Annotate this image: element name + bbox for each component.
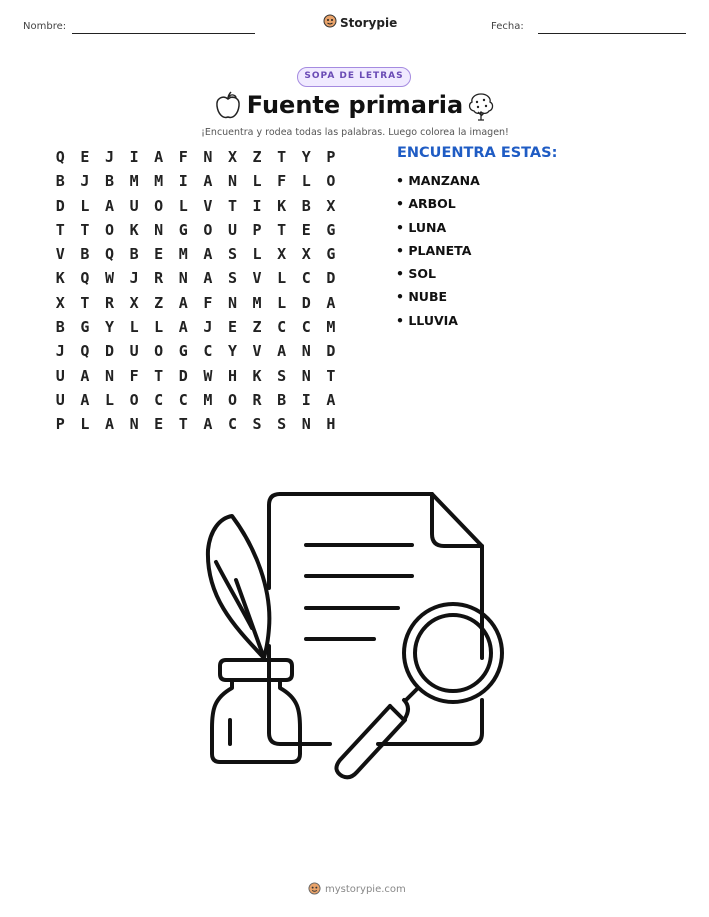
grid-letter: I xyxy=(178,172,188,191)
grid-row xyxy=(48,367,343,391)
grid-letter: M xyxy=(203,390,213,409)
date-line xyxy=(538,33,686,34)
grid-letter: Q xyxy=(104,245,114,264)
grid-letter: A xyxy=(80,390,90,409)
grid-letter: X xyxy=(227,148,237,166)
grid-letter: L xyxy=(252,172,262,191)
grid-letter: T xyxy=(55,220,65,239)
grid-row xyxy=(48,294,343,318)
grid-letter: U xyxy=(55,366,65,385)
grid-letter: V xyxy=(252,269,262,288)
grid-letter: Y xyxy=(301,148,311,166)
grid-letter: U xyxy=(227,220,237,239)
grid-letter: V xyxy=(55,245,65,264)
grid-row xyxy=(48,221,343,245)
activity-badge: SOPA DE LETRAS xyxy=(297,67,411,87)
grid-letter: A xyxy=(277,342,287,361)
tree-icon xyxy=(466,90,496,126)
grid-letter: S xyxy=(227,269,237,288)
grid-letter: T xyxy=(154,366,164,385)
brand-name: Storypie xyxy=(340,15,398,30)
name-label: Nombre: xyxy=(23,21,67,32)
grid-letter: O xyxy=(129,390,139,409)
grid-letter: N xyxy=(104,366,114,385)
grid-letter: T xyxy=(80,220,90,239)
grid-letter: K xyxy=(252,366,262,385)
grid-letter: J xyxy=(129,269,139,288)
grid-letter: M xyxy=(129,172,139,191)
grid-letter: I xyxy=(129,148,139,166)
grid-letter: X xyxy=(326,196,336,215)
grid-letter: G xyxy=(178,220,188,239)
word-search-grid xyxy=(48,148,343,440)
primary-source-illustration xyxy=(200,488,510,792)
storypie-logo-icon xyxy=(308,880,321,899)
grid-letter: X xyxy=(55,293,65,312)
grid-row xyxy=(48,245,343,269)
grid-letter: B xyxy=(301,196,311,215)
grid-letter: Y xyxy=(227,342,237,361)
word-item: • SOL xyxy=(396,266,436,282)
grid-letter: U xyxy=(129,196,139,215)
grid-letter: M xyxy=(326,318,336,337)
grid-letter: X xyxy=(301,245,311,264)
grid-letter: R xyxy=(104,293,114,312)
storypie-logo-icon xyxy=(323,13,337,32)
grid-letter: A xyxy=(178,318,188,337)
ink-bottle-icon xyxy=(212,660,300,762)
grid-letter: I xyxy=(252,196,262,215)
grid-letter: L xyxy=(252,245,262,264)
grid-letter: J xyxy=(55,342,65,361)
grid-letter: H xyxy=(227,366,237,385)
word-list xyxy=(396,173,480,336)
grid-letter: N xyxy=(178,269,188,288)
grid-letter: L xyxy=(104,390,114,409)
grid-letter: D xyxy=(178,366,188,385)
grid-letter: N xyxy=(227,293,237,312)
grid-letter: P xyxy=(326,148,336,166)
grid-letter: G xyxy=(326,220,336,239)
grid-letter: U xyxy=(129,342,139,361)
grid-letter: F xyxy=(277,172,287,191)
grid-letter: M xyxy=(252,293,262,312)
grid-letter: C xyxy=(154,390,164,409)
grid-letter: H xyxy=(326,415,336,434)
grid-letter: A xyxy=(80,366,90,385)
grid-letter: K xyxy=(129,220,139,239)
grid-letter: L xyxy=(178,196,188,215)
grid-letter: F xyxy=(178,148,188,166)
grid-letter: L xyxy=(301,172,311,191)
grid-letter: Z xyxy=(252,318,262,337)
grid-row xyxy=(48,391,343,415)
grid-letter: O xyxy=(326,172,336,191)
grid-letter: J xyxy=(203,318,213,337)
word-item: • MANZANA xyxy=(396,173,480,188)
grid-letter: C xyxy=(227,415,237,434)
grid-letter: N xyxy=(227,172,237,191)
grid-letter: N xyxy=(301,366,311,385)
footer-url: mystorypie.com xyxy=(325,884,406,895)
document-icon xyxy=(269,494,482,744)
grid-letter: D xyxy=(326,269,336,288)
grid-letter: D xyxy=(104,342,114,361)
grid-letter: C xyxy=(301,318,311,337)
instructions: ¡Encuentra y rodea todas las palabras. Luego colorea la imagen! xyxy=(201,127,509,138)
grid-letter: R xyxy=(154,269,164,288)
grid-letter: V xyxy=(252,342,262,361)
grid-letter: A xyxy=(326,390,336,409)
grid-letter: I xyxy=(301,390,311,409)
grid-letter: F xyxy=(129,366,139,385)
grid-letter: K xyxy=(277,196,287,215)
grid-letter: J xyxy=(104,148,114,166)
word-item: • PLANETA xyxy=(396,242,472,258)
grid-letter: W xyxy=(203,366,213,385)
grid-letter: C xyxy=(301,269,311,288)
word-list-title: ENCUENTRA ESTAS: xyxy=(397,145,558,161)
grid-letter: Y xyxy=(104,318,114,337)
grid-letter: A xyxy=(178,293,188,312)
word-item: • LLUVIA xyxy=(396,312,458,328)
grid-letter: S xyxy=(277,415,287,434)
grid-letter: N xyxy=(301,415,311,434)
grid-letter: L xyxy=(277,269,287,288)
date-label: Fecha: xyxy=(491,21,524,32)
grid-letter: E xyxy=(154,415,164,434)
grid-letter: L xyxy=(80,196,90,215)
name-line xyxy=(72,33,255,34)
grid-letter: O xyxy=(203,220,213,239)
grid-letter: O xyxy=(227,390,237,409)
grid-letter: G xyxy=(326,245,336,264)
grid-letter: V xyxy=(203,196,213,215)
grid-letter: X xyxy=(129,293,139,312)
grid-letter: M xyxy=(178,245,188,264)
grid-letter: B xyxy=(129,245,139,264)
grid-row xyxy=(48,415,343,439)
grid-row xyxy=(48,342,343,366)
grid-letter: S xyxy=(227,245,237,264)
grid-letter: Q xyxy=(80,269,90,288)
grid-letter: A xyxy=(104,196,114,215)
grid-letter: A xyxy=(203,269,213,288)
grid-letter: O xyxy=(154,196,164,215)
grid-letter: F xyxy=(203,293,213,312)
page-title: Fuente primaria xyxy=(246,91,464,119)
grid-letter: X xyxy=(277,245,287,264)
grid-letter: W xyxy=(104,269,114,288)
grid-letter: P xyxy=(55,415,65,434)
word-item: • NUBE xyxy=(396,289,448,305)
grid-letter: L xyxy=(154,318,164,337)
footer xyxy=(308,880,406,899)
grid-letter: E xyxy=(301,220,311,239)
grid-letter: T xyxy=(326,366,336,385)
grid-letter: L xyxy=(277,293,287,312)
grid-letter: T xyxy=(227,196,237,215)
grid-letter: B xyxy=(277,390,287,409)
grid-letter: B xyxy=(55,318,65,337)
grid-letter: Z xyxy=(154,293,164,312)
grid-letter: C xyxy=(277,318,287,337)
grid-letter: G xyxy=(178,342,188,361)
grid-row xyxy=(48,318,343,342)
grid-letter: Q xyxy=(55,148,65,166)
grid-letter: J xyxy=(80,172,90,191)
grid-letter: K xyxy=(55,269,65,288)
grid-letter: T xyxy=(277,220,287,239)
grid-letter: O xyxy=(154,342,164,361)
grid-letter: N xyxy=(129,415,139,434)
grid-letter: E xyxy=(80,148,90,166)
brand xyxy=(323,13,397,32)
grid-letter: L xyxy=(129,318,139,337)
grid-letter: N xyxy=(203,148,213,166)
grid-letter: R xyxy=(252,390,262,409)
grid-letter: D xyxy=(55,196,65,215)
grid-row xyxy=(48,148,343,172)
grid-letter: A xyxy=(203,172,213,191)
word-item: • LUNA xyxy=(396,219,447,235)
grid-letter: A xyxy=(203,415,213,434)
grid-letter: N xyxy=(301,342,311,361)
grid-letter: M xyxy=(154,172,164,191)
grid-letter: G xyxy=(80,318,90,337)
grid-letter: U xyxy=(55,390,65,409)
grid-row xyxy=(48,172,343,196)
grid-letter: P xyxy=(252,220,262,239)
quill-feather-icon xyxy=(208,516,269,658)
grid-letter: S xyxy=(252,415,262,434)
grid-letter: E xyxy=(227,318,237,337)
grid-letter: A xyxy=(104,415,114,434)
grid-letter: C xyxy=(203,342,213,361)
grid-letter: E xyxy=(154,245,164,264)
grid-letter: B xyxy=(80,245,90,264)
grid-letter: D xyxy=(326,342,336,361)
grid-letter: O xyxy=(104,220,114,239)
word-item: • ARBOL xyxy=(396,196,456,212)
grid-letter: T xyxy=(277,148,287,166)
grid-letter: A xyxy=(326,293,336,312)
grid-letter: L xyxy=(80,415,90,434)
grid-letter: T xyxy=(80,293,90,312)
grid-row xyxy=(48,269,343,293)
grid-letter: S xyxy=(277,366,287,385)
magnifying-glass-icon xyxy=(336,604,502,777)
grid-letter: Q xyxy=(80,342,90,361)
grid-letter: C xyxy=(178,390,188,409)
grid-letter: B xyxy=(104,172,114,191)
grid-letter: A xyxy=(203,245,213,264)
grid-letter: N xyxy=(154,220,164,239)
grid-letter: T xyxy=(178,415,188,434)
grid-letter: D xyxy=(301,293,311,312)
grid-letter: Z xyxy=(252,148,262,166)
grid-row xyxy=(48,197,343,221)
grid-letter: A xyxy=(154,148,164,166)
grid-letter: B xyxy=(55,172,65,191)
